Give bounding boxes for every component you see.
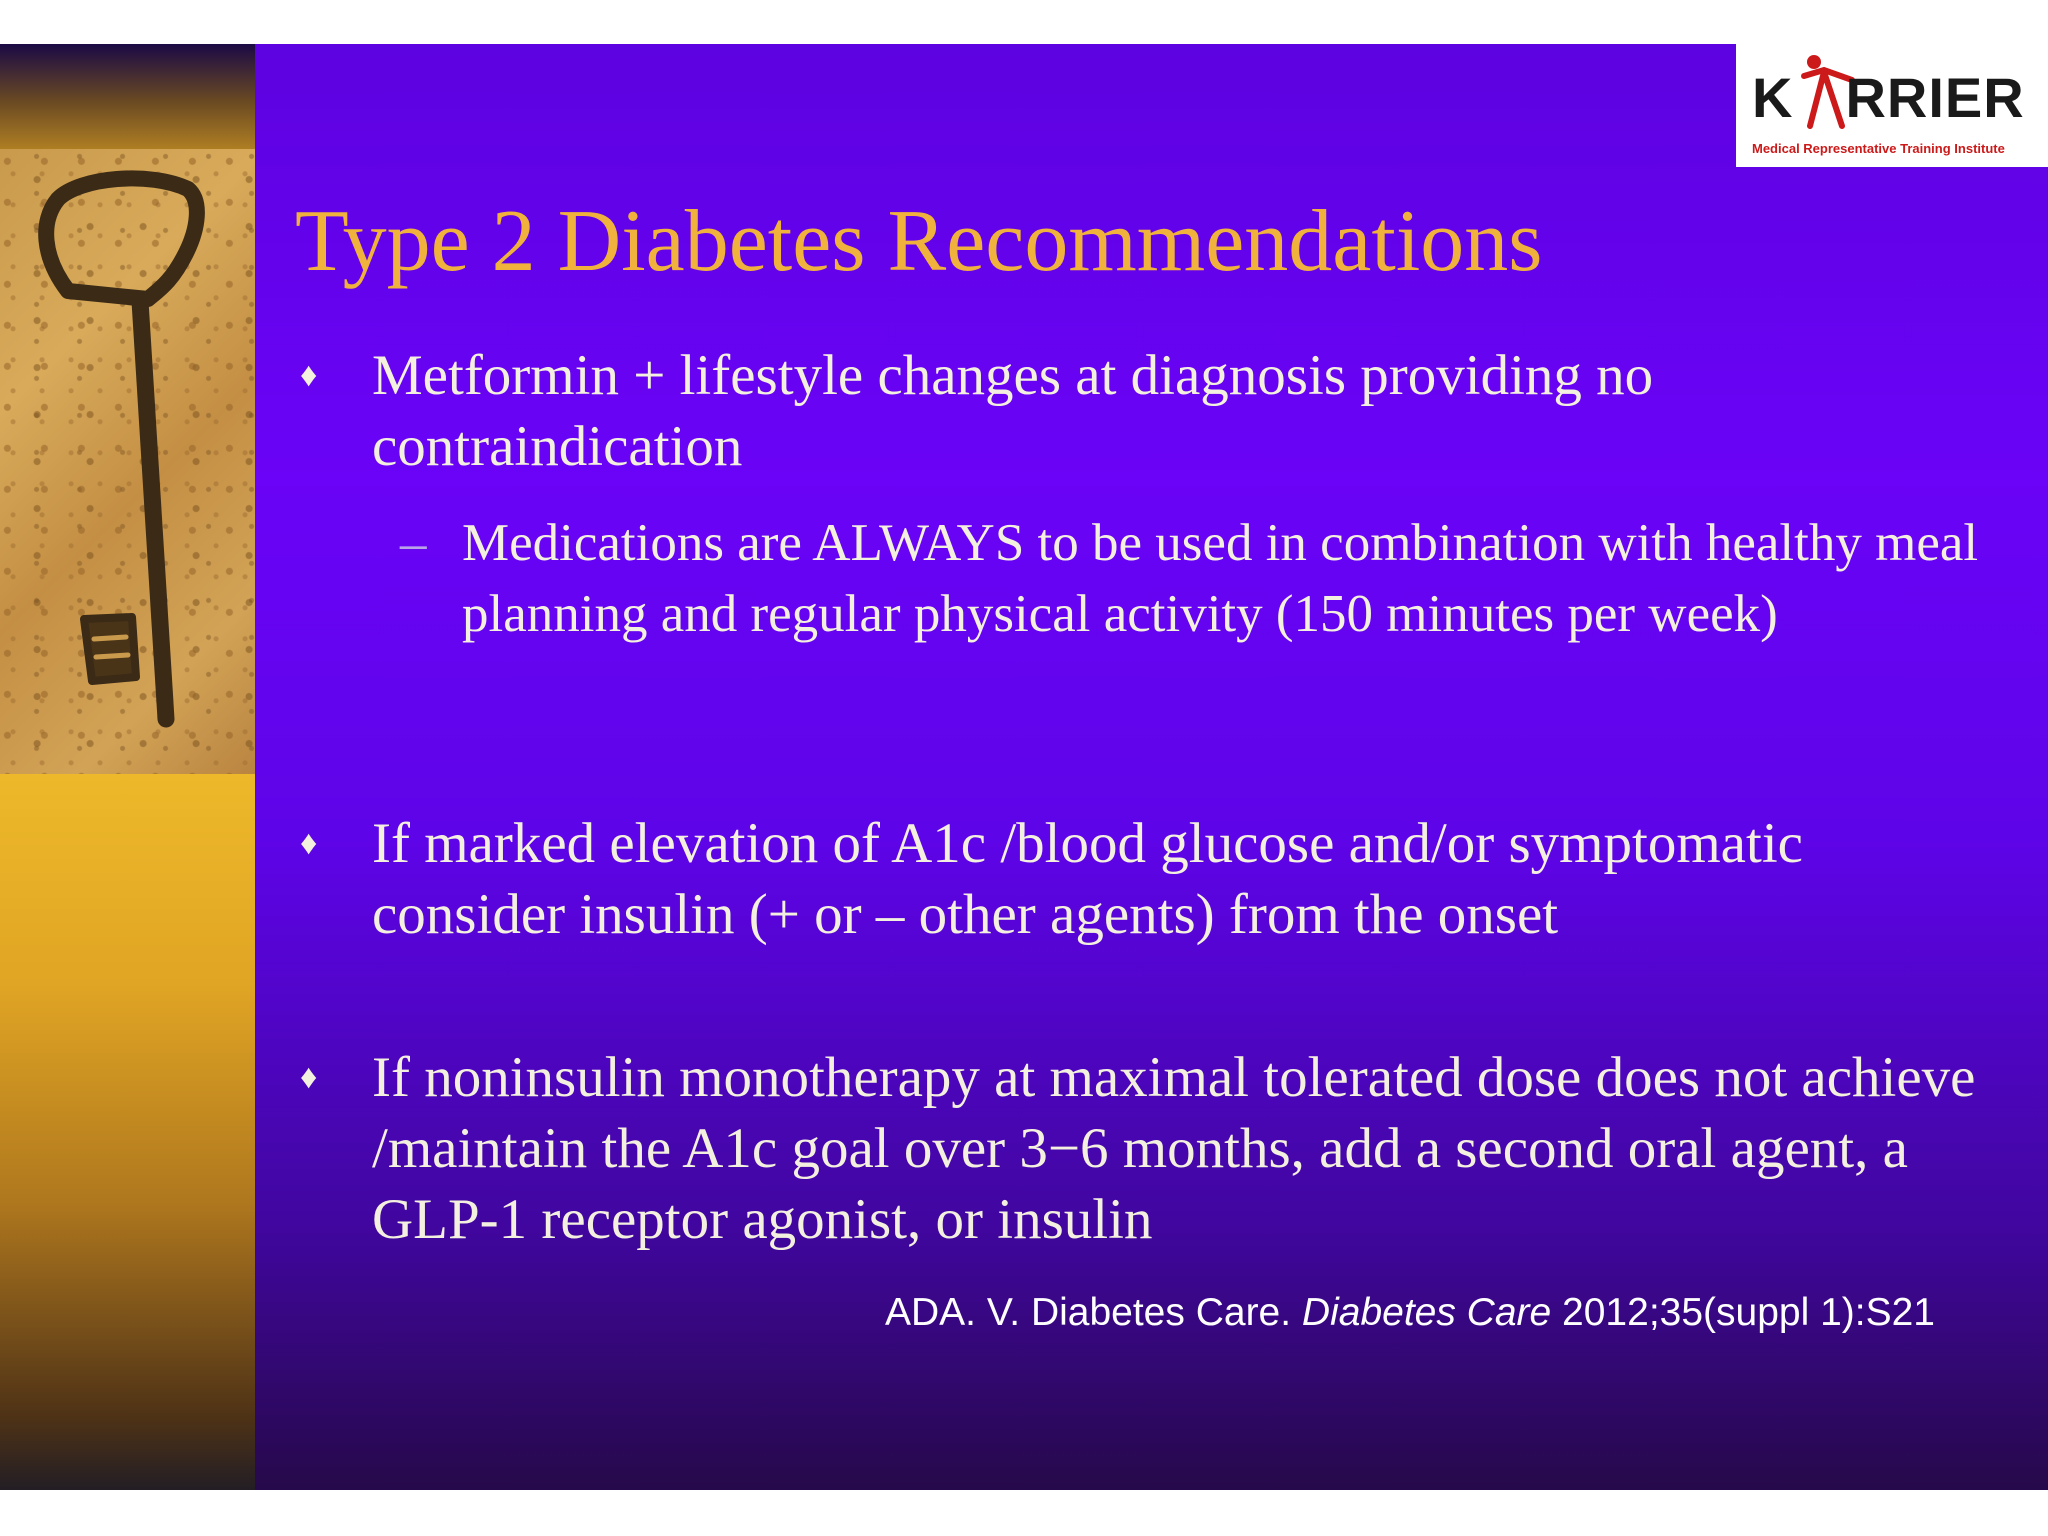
diamond-bullet-icon: ♦ — [300, 357, 318, 394]
key-photo — [0, 149, 255, 774]
slide — [0, 44, 2048, 1490]
bullet-3-text: If noninsulin monotherapy at maximal tolerated dose does not achieve /maintain the A1c goal over 3−6 months, add a second oral agent, a GLP-1 receptor agonist, or insulin — [372, 1046, 1976, 1251]
bullet-1-text: Metformin + lifestyle changes at diagnosis providing no contraindication — [372, 344, 1654, 478]
key-icon — [0, 149, 255, 774]
bullet-2-text: If marked elevation of A1c /blood glucose and/or symptomatic consider insulin (+ or – other agents) from the onset — [372, 812, 1803, 946]
logo-wordmark: K RRIER — [1752, 66, 2025, 129]
sub-bullet-1-text: Medications are ALWAYS to be used in combination with healthy meal planning and regular physical activity (150 minutes per week) — [462, 514, 1979, 643]
citation: ADA. V. Diabetes Care. Diabetes Care 2012;35(suppl 1):S21 — [884, 1291, 1935, 1334]
diamond-bullet-icon: ♦ — [300, 825, 318, 862]
dash-bullet-icon: – — [400, 514, 427, 572]
citation-journal: Diabetes Care — [1301, 1291, 1552, 1334]
karrier-logo — [1736, 44, 2048, 167]
logo-tagline: Medical Representative Training Institute — [1752, 141, 2005, 156]
diamond-bullet-icon: ♦ — [300, 1059, 318, 1096]
slide-title: Type 2 Diabetes Recommendations — [295, 193, 1543, 290]
